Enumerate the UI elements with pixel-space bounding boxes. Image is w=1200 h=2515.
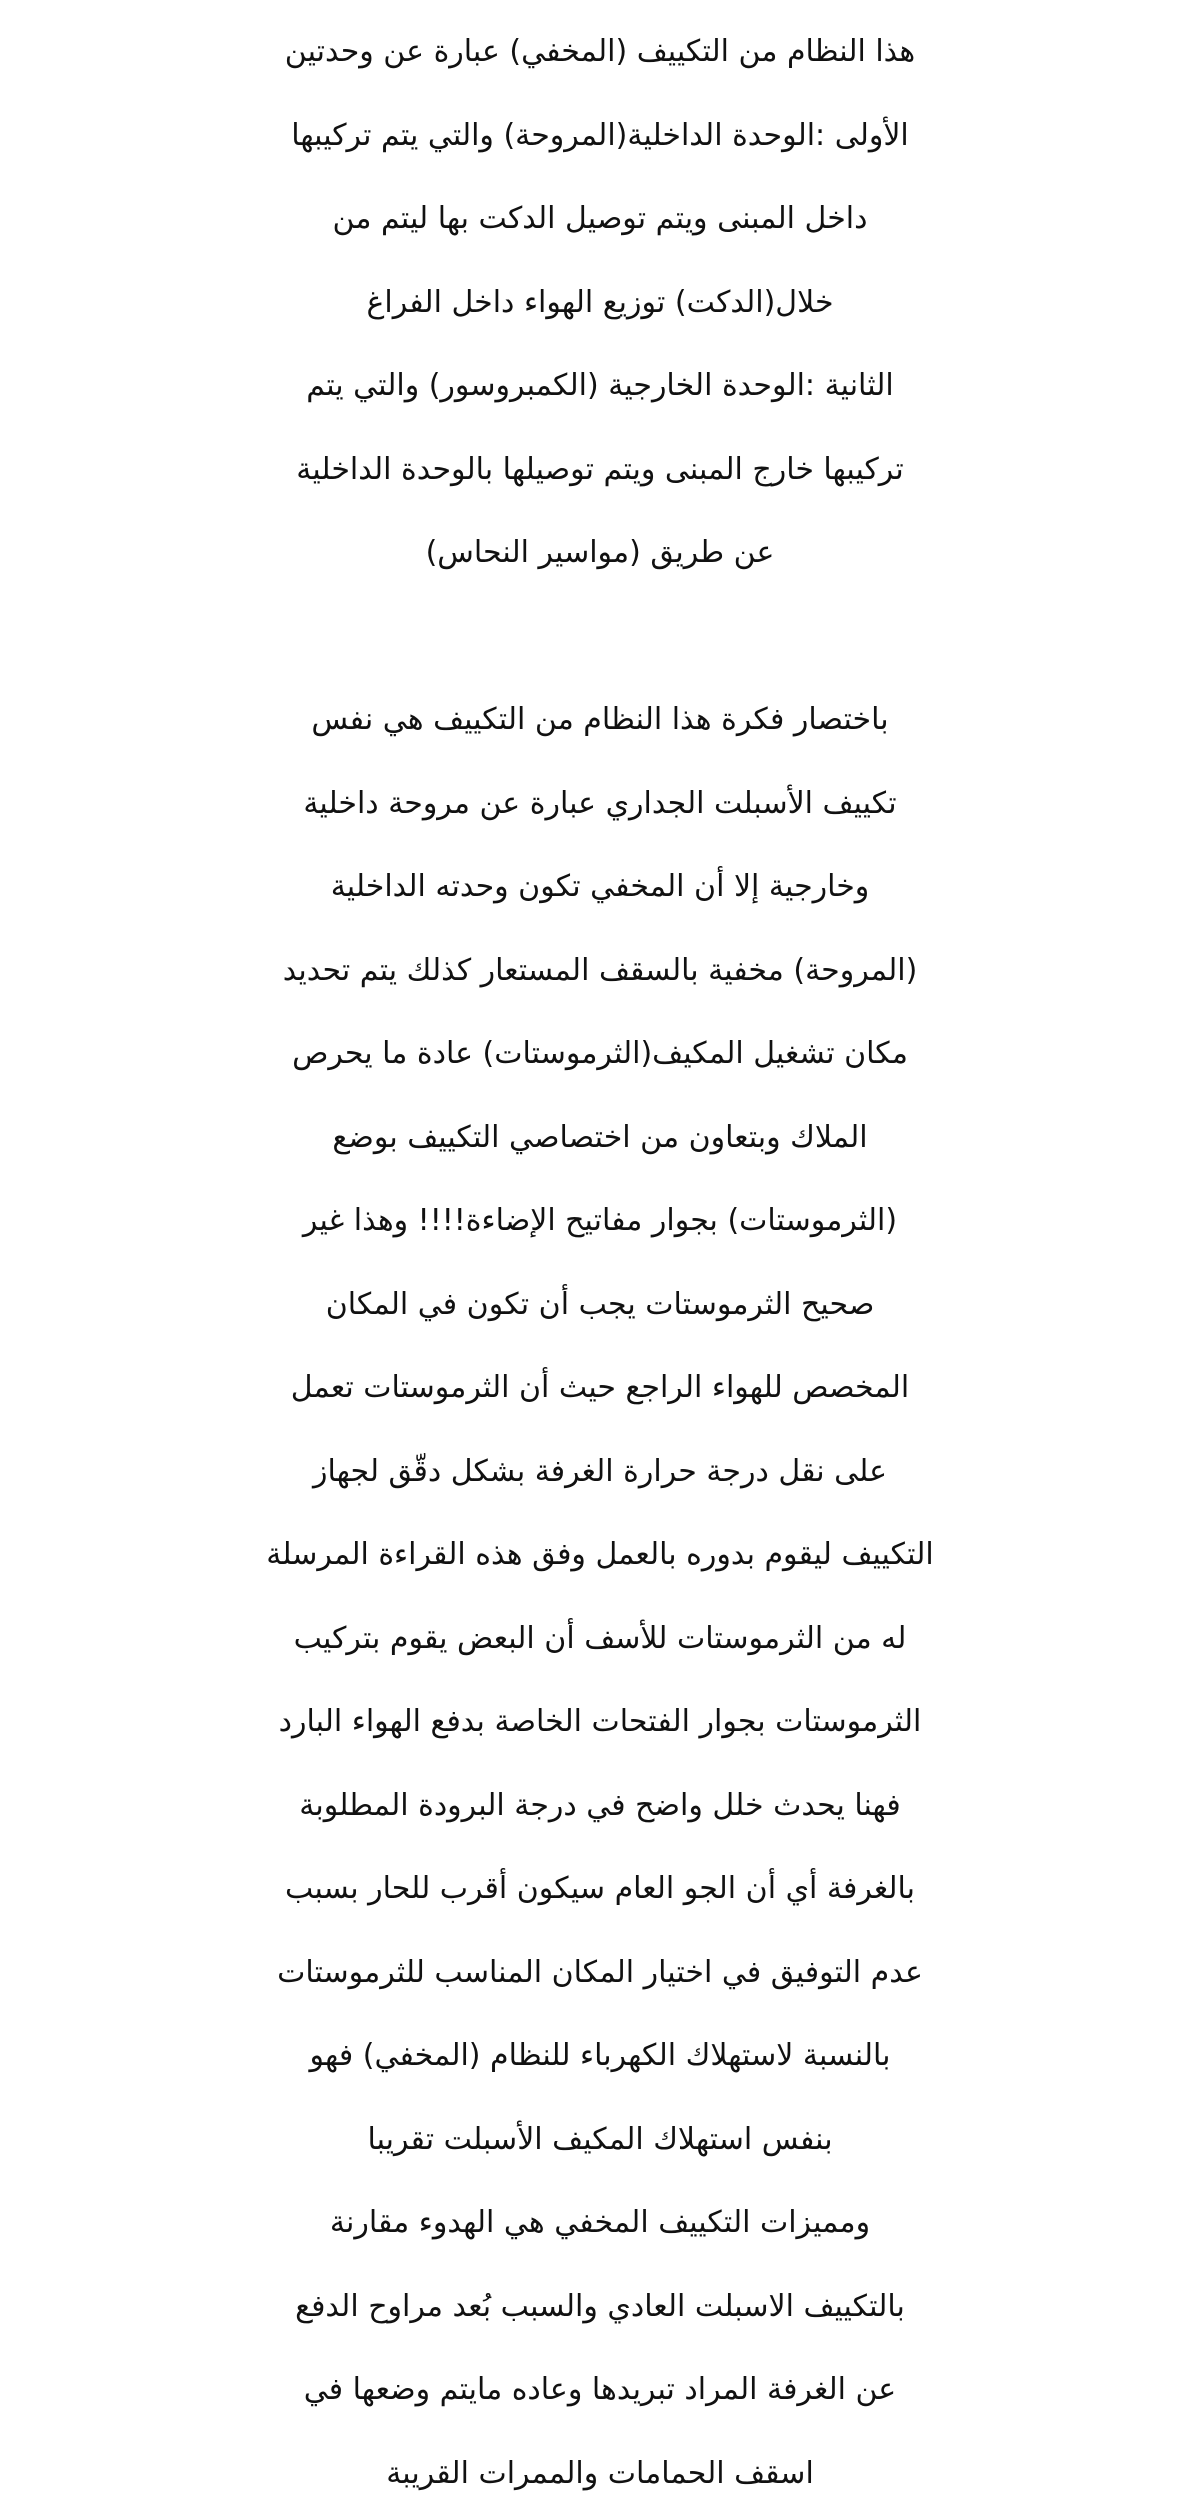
text-line: عن طريق (مواسير النحاس) xyxy=(0,511,1200,595)
text-line: له من الثرموستات للأسف أن البعض يقوم بتركيب xyxy=(0,1597,1200,1681)
text-line: بالغرفة أي أن الجو العام سيكون أقرب للحار بسبب xyxy=(0,1847,1200,1931)
text-line: خلال(الدكت) توزيع الهواء داخل الفراغ xyxy=(0,261,1200,345)
text-line: الثرموستات بجوار الفتحات الخاصة بدفع الهواء البارد xyxy=(0,1680,1200,1764)
text-line: الثانية :الوحدة الخارجية (الكمبروسور) والتي يتم xyxy=(0,344,1200,428)
paragraph-unit-description xyxy=(0,10,1200,595)
text-line: هذا النظام من التكييف (المخفي) عبارة عن وحدتين xyxy=(0,10,1200,94)
text-line: (المروحة) مخفية بالسقف المستعار كذلك يتم تحديد xyxy=(0,929,1200,1013)
text-line: التكييف ليقوم بدوره بالعمل وفق هذه القراءة المرسلة xyxy=(0,1513,1200,1597)
text-line: على نقل درجة حرارة الغرفة بشكل دقّق لجهاز xyxy=(0,1430,1200,1514)
paragraph-gap xyxy=(0,595,1200,679)
text-line: بنفس استهلاك المكيف الأسبلت تقريبا xyxy=(0,2098,1200,2182)
text-line: اسقف الحمامات والممرات القريبة xyxy=(0,2432,1200,2515)
text-line: فهنا يحدث خلل واضح في درجة البرودة المطلوبة xyxy=(0,1764,1200,1848)
text-line: باختصار فكرة هذا النظام من التكييف هي نفس xyxy=(0,678,1200,762)
text-line: وخارجية إلا أن المخفي تكون وحدته الداخلية xyxy=(0,845,1200,929)
text-line: داخل المبنى ويتم توصيل الدكت بها ليتم من xyxy=(0,177,1200,261)
text-line: عن الغرفة المراد تبريدها وعاده مايتم وضعها في xyxy=(0,2348,1200,2432)
text-line: صحيح الثرموستات يجب أن تكون في المكان xyxy=(0,1263,1200,1347)
text-line: تكييف الأسبلت الجداري عبارة عن مروحة داخلية xyxy=(0,762,1200,846)
paragraph-system-summary xyxy=(0,678,1200,2515)
text-line: بالنسبة لاستهلاك الكهرباء للنظام (المخفي) فهو xyxy=(0,2014,1200,2098)
text-line: المخصص للهواء الراجع حيث أن الثرموستات تعمل xyxy=(0,1346,1200,1430)
text-line: (الثرموستات) بجوار مفاتيح الإضاءة!!!! وهذا غير xyxy=(0,1179,1200,1263)
text-line: عدم التوفيق في اختيار المكان المناسب للثرموستات xyxy=(0,1931,1200,2015)
text-line: بالتكييف الاسبلت العادي والسبب بُعد مراوح الدفع xyxy=(0,2265,1200,2349)
text-line: ومميزات التكييف المخفي هي الهدوء مقارنة xyxy=(0,2181,1200,2265)
text-line: الأولى :الوحدة الداخلية(المروحة) والتي يتم تركيبها xyxy=(0,94,1200,178)
text-line: تركيبها خارج المبنى ويتم توصيلها بالوحدة الداخلية xyxy=(0,428,1200,512)
text-line: مكان تشغيل المكيف(الثرموستات) عادة ما يحرص xyxy=(0,1012,1200,1096)
text-line: الملاك وبتعاون من اختصاصي التكييف بوضع xyxy=(0,1096,1200,1180)
